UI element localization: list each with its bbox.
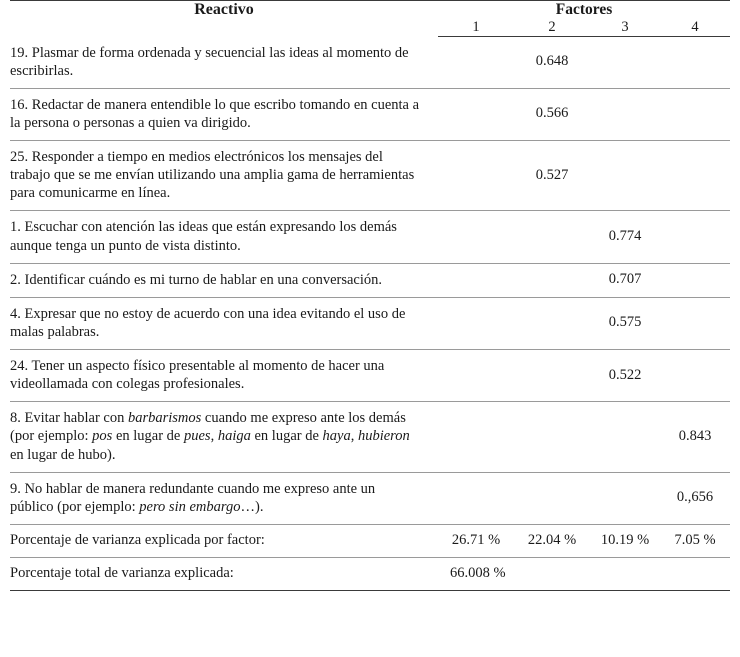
loading-factor-1: [438, 141, 514, 211]
table-row: [10, 402, 730, 472]
variance-factor-1: 26.71 %: [438, 524, 514, 557]
loading-factor-1: [438, 297, 514, 349]
variance-row: [10, 524, 730, 557]
loading-factor-4: [660, 37, 730, 89]
loading-factor-3: [590, 472, 660, 524]
table-header: [10, 1, 730, 37]
loading-factor-3: 0.774: [590, 211, 660, 263]
item-label: 4. Expresar que no estoy de acuerdo con una idea evitando el uso de malas palabras.: [10, 297, 438, 349]
loading-factor-4: [660, 88, 730, 140]
variance-factor-4: 7.05 %: [660, 524, 730, 557]
loading-factor-2: [514, 350, 590, 402]
total-variance-value: 66.008 %: [438, 557, 730, 590]
table-row: [10, 88, 730, 140]
header-factor-1: 1: [438, 19, 514, 37]
loading-factor-3: 0.575: [590, 297, 660, 349]
header-factor-2: 2: [514, 19, 590, 37]
item-label: 19. Plasmar de forma ordenada y secuencial las ideas al momento de escribirlas.: [10, 37, 438, 89]
item-label: 8. Evitar hablar con barbarismos cuando me expreso ante los demás (por ejemplo: pos en lugar de pues, haiga en lugar de haya, hubieron en lugar de hubo).: [10, 402, 438, 472]
loading-factor-1: [438, 37, 514, 89]
loading-factor-4: 0.843: [660, 402, 730, 472]
table-row: [10, 350, 730, 402]
loading-factor-3: 0.707: [590, 263, 660, 297]
loading-factor-2: [514, 263, 590, 297]
item-label: 9. No hablar de manera redundante cuando me expreso ante un público (por ejemplo: pero sin embargo…).: [10, 472, 438, 524]
loading-factor-2: [514, 297, 590, 349]
table-row: [10, 141, 730, 211]
loading-factor-4: [660, 263, 730, 297]
table-row: [10, 211, 730, 263]
table-row: [10, 263, 730, 297]
header-item-column: Reactivo: [194, 1, 254, 18]
loading-factor-3: [590, 402, 660, 472]
table-body: [10, 37, 730, 591]
loading-factor-2: 0.566: [514, 88, 590, 140]
loading-factor-3: [590, 37, 660, 89]
loading-factor-2: [514, 472, 590, 524]
header-factor-3: 3: [590, 19, 660, 37]
table-row: [10, 472, 730, 524]
loading-factor-4: 0.,656: [660, 472, 730, 524]
loading-factor-4: [660, 141, 730, 211]
loading-factor-2: [514, 211, 590, 263]
variance-factor-3: 10.19 %: [590, 524, 660, 557]
loading-factor-1: [438, 472, 514, 524]
header-row-titles: [10, 1, 730, 20]
item-label: 25. Responder a tiempo en medios electrónicos los mensajes del trabajo que se me envían utilizando una amplia gama de herramientas para comunicarme en línea.: [10, 141, 438, 211]
table-row: [10, 297, 730, 349]
loading-factor-2: [514, 402, 590, 472]
item-label: 1. Escuchar con atención las ideas que están expresando los demás aunque tenga un punto de vista distinto.: [10, 211, 438, 263]
loading-factor-1: [438, 263, 514, 297]
item-label: 16. Redactar de manera entendible lo que escribo tomando en cuenta a la persona o personas a quien va dirigido.: [10, 88, 438, 140]
loading-factor-4: [660, 350, 730, 402]
loading-factor-4: [660, 211, 730, 263]
loading-factor-1: [438, 350, 514, 402]
loading-factor-1: [438, 211, 514, 263]
total-variance-row: [10, 557, 730, 590]
total-variance-label: Porcentaje total de varianza explicada:: [10, 557, 438, 590]
header-factor-4: 4: [660, 19, 730, 37]
variance-label: Porcentaje de varianza explicada por factor:: [10, 524, 438, 557]
item-label: 24. Tener un aspecto físico presentable al momento de hacer una videollamada con colegas profesionales.: [10, 350, 438, 402]
variance-factor-2: 22.04 %: [514, 524, 590, 557]
loading-factor-1: [438, 402, 514, 472]
header-factors-group: Factores: [555, 1, 613, 18]
loading-factor-4: [660, 297, 730, 349]
table-row: [10, 37, 730, 89]
item-label: 2. Identificar cuándo es mi turno de hablar en una conversación.: [10, 263, 438, 297]
loading-factor-2: 0.648: [514, 37, 590, 89]
loading-factor-2: 0.527: [514, 141, 590, 211]
loading-factor-3: [590, 88, 660, 140]
factor-loadings-table: [10, 0, 730, 591]
loading-factor-1: [438, 88, 514, 140]
loading-factor-3: [590, 141, 660, 211]
loading-factor-3: 0.522: [590, 350, 660, 402]
